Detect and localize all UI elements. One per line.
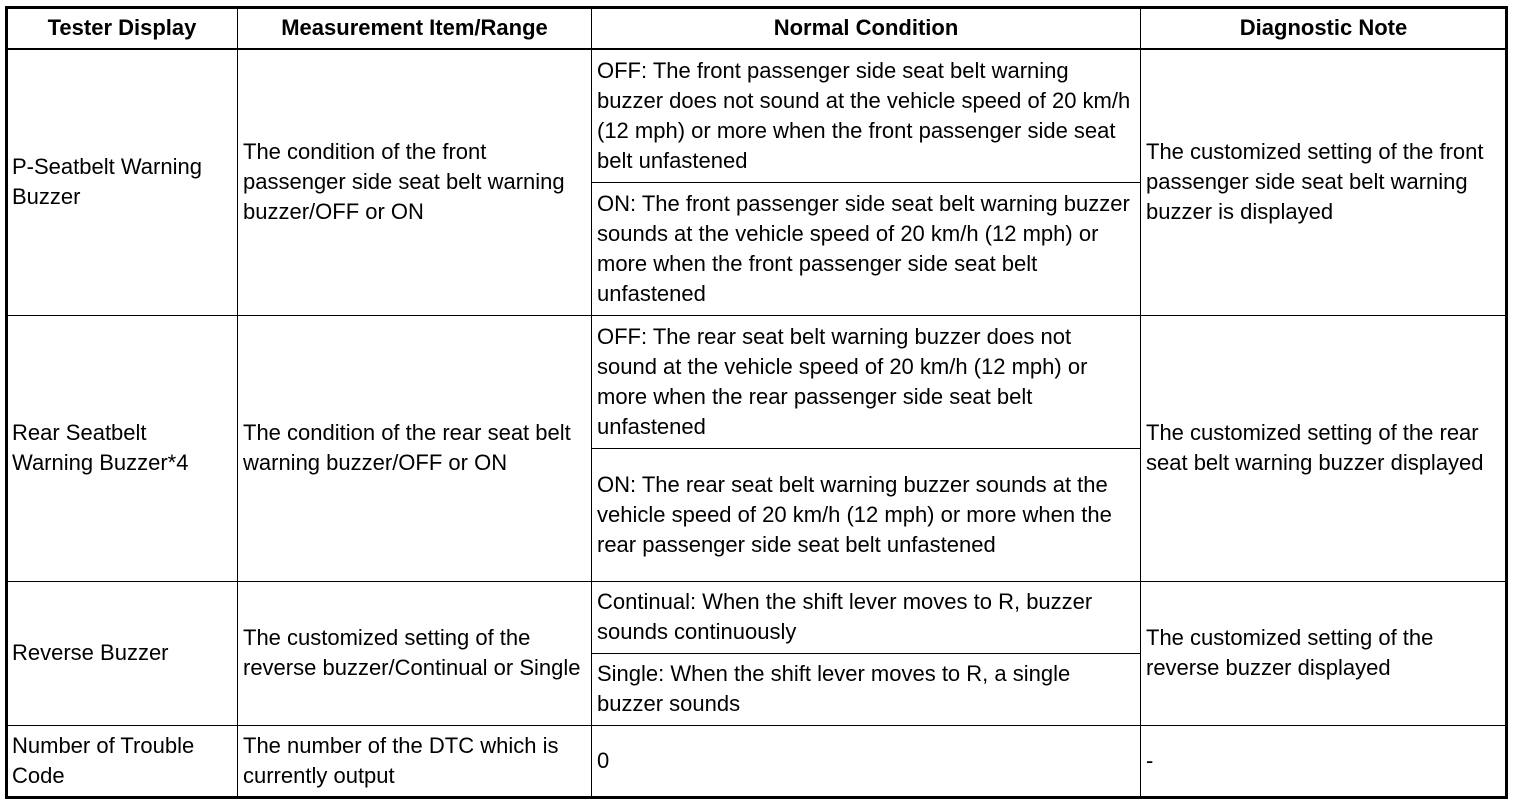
measurement-cell: The customized setting of the reverse buzzer/Continual or Single bbox=[238, 581, 592, 725]
tester-display-cell: Number of Trouble Code bbox=[7, 725, 238, 797]
tester-display-cell: P-Seatbelt Warning Buzzer bbox=[7, 49, 238, 315]
tester-display-cell: Rear Seatbelt Warning Buzzer*4 bbox=[7, 315, 238, 581]
table-row bbox=[7, 581, 1507, 653]
normal-condition-cell: OFF: The rear seat belt warning buzzer does not sound at the vehicle speed of 20 km/h (12 mph) or more when the rear passenger side seat belt unfastened bbox=[592, 315, 1141, 448]
header-normal-condition: Normal Condition bbox=[592, 8, 1141, 50]
table-row bbox=[7, 725, 1507, 797]
header-tester-display: Tester Display bbox=[7, 8, 238, 50]
measurement-cell: The condition of the rear seat belt warning buzzer/OFF or ON bbox=[238, 315, 592, 581]
header-measurement: Measurement Item/Range bbox=[238, 8, 592, 50]
normal-condition-cell: Single: When the shift lever moves to R, a single buzzer sounds bbox=[592, 653, 1141, 725]
diagnostic-note-cell: - bbox=[1141, 725, 1507, 797]
normal-condition-cell: 0 bbox=[592, 725, 1141, 797]
normal-condition-cell: ON: The rear seat belt warning buzzer sounds at the vehicle speed of 20 km/h (12 mph) or more when the rear passenger side seat belt unfastened bbox=[592, 448, 1141, 581]
table-row bbox=[7, 49, 1507, 182]
tester-display-cell: Reverse Buzzer bbox=[7, 581, 238, 725]
measurement-cell: The condition of the front passenger side seat belt warning buzzer/OFF or ON bbox=[238, 49, 592, 315]
data-list-table bbox=[6, 7, 1507, 798]
header-row bbox=[7, 8, 1507, 50]
diagnostic-note-cell: The customized setting of the front passenger side seat belt warning buzzer is displayed bbox=[1141, 49, 1507, 315]
measurement-cell: The number of the DTC which is currently output bbox=[238, 725, 592, 797]
normal-condition-cell: Continual: When the shift lever moves to R, buzzer sounds continuously bbox=[592, 581, 1141, 653]
header-diagnostic-note: Diagnostic Note bbox=[1141, 8, 1507, 50]
normal-condition-cell: ON: The front passenger side seat belt warning buzzer sounds at the vehicle speed of 20 km/h (12 mph) or more when the front passenger side seat belt unfastened bbox=[592, 182, 1141, 315]
diagnostic-note-cell: The customized setting of the rear seat belt warning buzzer displayed bbox=[1141, 315, 1507, 581]
normal-condition-cell: OFF: The front passenger side seat belt warning buzzer does not sound at the vehicle speed of 20 km/h (12 mph) or more when the front passenger side seat belt unfastened bbox=[592, 49, 1141, 182]
diagnostic-note-cell: The customized setting of the reverse buzzer displayed bbox=[1141, 581, 1507, 725]
table-row bbox=[7, 315, 1507, 448]
